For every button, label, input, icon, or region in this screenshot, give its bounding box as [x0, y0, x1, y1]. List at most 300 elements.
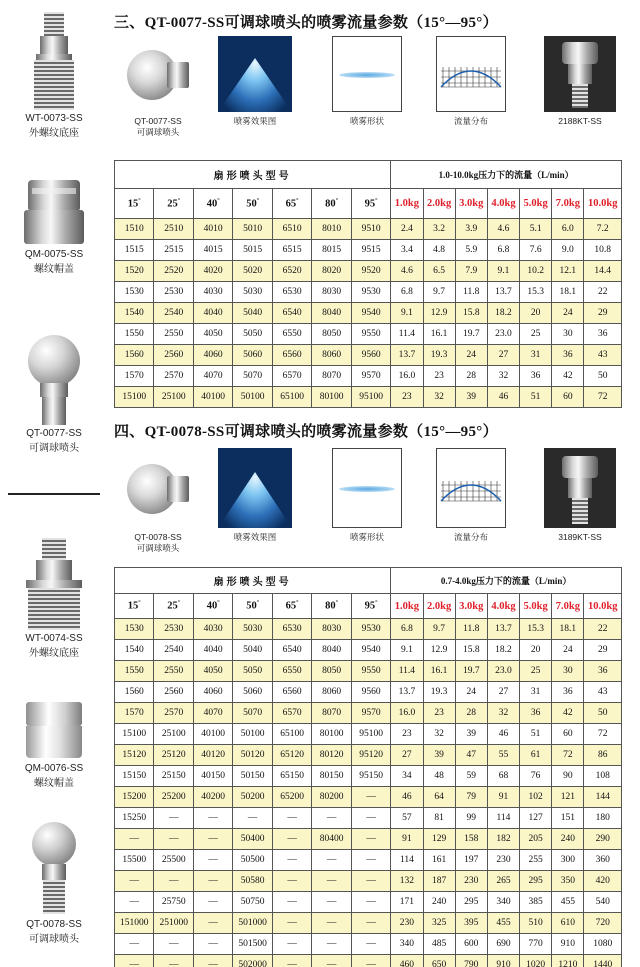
model-cell: 15120	[115, 745, 154, 766]
pressure-header: 2.0kg	[423, 189, 455, 219]
model-cell: 4020	[193, 261, 232, 282]
flow-cell: 23	[423, 366, 455, 387]
model-cell: 25100	[154, 387, 193, 408]
flow-cell: 15.3	[520, 619, 552, 640]
model-cell: —	[154, 934, 193, 955]
table-row	[115, 345, 622, 366]
flow-cell: 36	[520, 366, 552, 387]
flow-cell: 230	[455, 871, 487, 892]
model-cell: 8060	[312, 682, 351, 703]
flow-cell: 255	[520, 850, 552, 871]
flow-cell: 455	[487, 913, 519, 934]
model-cell: 8040	[312, 640, 351, 661]
model-cell: 50100	[233, 387, 272, 408]
flow-cell: 22	[584, 282, 622, 303]
model-cell: 1530	[115, 619, 154, 640]
model-cell: 95100	[351, 724, 391, 745]
sidebar-code: QT-0078-SS	[26, 919, 82, 930]
flow-cell: 16.0	[391, 703, 423, 724]
flow-cell: 230	[487, 850, 519, 871]
model-cell: 8030	[312, 282, 351, 303]
flow-cell: 770	[520, 934, 552, 955]
hex-cap-icon	[22, 700, 86, 760]
flow-cell: 102	[520, 787, 552, 808]
flow-cell: 11.4	[391, 324, 423, 345]
angle-header: 50°	[233, 189, 272, 219]
flow-cell: 39	[455, 387, 487, 408]
angle-header: 40°	[193, 594, 232, 619]
flow-cell: 7.6	[520, 240, 552, 261]
model-cell: 5070	[233, 703, 272, 724]
flow-cell: 11.8	[455, 619, 487, 640]
model-cell: 15500	[115, 850, 154, 871]
flow-cell: 23.0	[487, 661, 519, 682]
model-cell: 5070	[233, 366, 272, 387]
flow-cell: 910	[552, 934, 584, 955]
sidebar-item-qt-0078	[0, 820, 108, 946]
spray-shape-icon	[332, 36, 402, 112]
model-cell: 4040	[193, 303, 232, 324]
model-cell: —	[193, 871, 232, 892]
flow-cell: 34	[391, 766, 423, 787]
model-cell: 1510	[115, 219, 154, 240]
table-row	[115, 282, 622, 303]
table-row	[115, 766, 622, 787]
sidebar-item-qt-0077	[0, 335, 108, 455]
angle-header: 95°	[351, 594, 391, 619]
flow-cell: 510	[520, 913, 552, 934]
flow-cell: 325	[423, 913, 455, 934]
sidebar-code: QT-0077-SS	[26, 428, 82, 439]
model-cell: 15150	[115, 766, 154, 787]
table-row	[115, 303, 622, 324]
model-cell: —	[272, 871, 311, 892]
model-cell: 5040	[233, 640, 272, 661]
model-cell: 4030	[193, 282, 232, 303]
flow-cell: 240	[552, 829, 584, 850]
flow-cell: 3.9	[455, 219, 487, 240]
model-cell: —	[312, 955, 351, 967]
sidebar-desc: 外螺纹底座	[29, 648, 79, 659]
model-cell: —	[312, 913, 351, 934]
table-row	[115, 619, 622, 640]
flow-cell: 485	[423, 934, 455, 955]
flow-cell: 205	[520, 829, 552, 850]
model-cell: 2530	[154, 619, 193, 640]
sidebar-code: WT-0073-SS	[25, 113, 83, 124]
model-cell: 4030	[193, 619, 232, 640]
table-row	[115, 808, 622, 829]
model-cell: 40100	[193, 724, 232, 745]
table-row	[115, 955, 622, 967]
model-cell: —	[154, 955, 193, 967]
flow-cell: 29	[584, 303, 622, 324]
flow-cell: 4.6	[391, 261, 423, 282]
flow-cell: 16.0	[391, 366, 423, 387]
model-cell: 9515	[351, 240, 391, 261]
flow-cell: 6.8	[391, 282, 423, 303]
flow-cell: 230	[391, 913, 423, 934]
strip-caption: 3189KT-SS	[558, 532, 602, 542]
flow-cell: 360	[584, 850, 622, 871]
threaded-base-icon	[26, 12, 82, 110]
flow-cell: 48	[423, 766, 455, 787]
model-cell: —	[233, 808, 272, 829]
angle-header: 65°	[272, 594, 311, 619]
model-cell: 65200	[272, 787, 311, 808]
model-cell: 15100	[115, 724, 154, 745]
table-row	[115, 387, 622, 408]
flow-cell: 27	[487, 682, 519, 703]
flow-cell: 59	[455, 766, 487, 787]
flow-cell: 6.8	[391, 619, 423, 640]
model-cell: —	[351, 955, 391, 967]
flow-cell: 9.1	[487, 261, 519, 282]
flow-cell: 27	[391, 745, 423, 766]
model-cell: —	[272, 913, 311, 934]
flow-cell: 300	[552, 850, 584, 871]
model-cell: 5010	[233, 219, 272, 240]
strip4-nozzle	[118, 448, 198, 554]
angle-header: 40°	[193, 189, 232, 219]
model-cell: 9560	[351, 345, 391, 366]
flow-cell: 43	[584, 345, 622, 366]
flow-cell: 114	[487, 808, 519, 829]
model-cell: 8015	[312, 240, 351, 261]
flow-cell: 29	[584, 640, 622, 661]
flow-cell: 23	[391, 724, 423, 745]
flow-cell: 121	[552, 787, 584, 808]
flow-cell: 460	[391, 955, 423, 967]
model-cell: —	[312, 871, 351, 892]
flow-cell: 10.8	[584, 240, 622, 261]
range-header: 0.7-4.0kg压力下的流量（L/min）	[391, 568, 622, 594]
flow-cell: 14.4	[584, 261, 622, 282]
strip-caption: QT-0078-SS	[134, 532, 182, 542]
flow-cell: 31	[520, 345, 552, 366]
model-cell: 5015	[233, 240, 272, 261]
model-cell: 80150	[312, 766, 351, 787]
model-cell: —	[272, 934, 311, 955]
model-cell: —	[351, 892, 391, 913]
ball-nozzle-icon	[26, 820, 82, 916]
flow-cell: 720	[584, 913, 622, 934]
model-cell: 1540	[115, 303, 154, 324]
angle-header: 50°	[233, 594, 272, 619]
model-cell: —	[272, 829, 311, 850]
model-cell: 95100	[351, 387, 391, 408]
flow-cell: 18.1	[552, 619, 584, 640]
hex-cap-icon	[22, 178, 86, 246]
flow-cell: 197	[455, 850, 487, 871]
flow-cell: 7.9	[455, 261, 487, 282]
model-cell: 1550	[115, 661, 154, 682]
flow-cell: 12.1	[552, 261, 584, 282]
flow-table-qt-0078	[114, 567, 622, 967]
strip-caption: 喷雾形状	[349, 532, 384, 542]
flow-cell: 61	[520, 745, 552, 766]
model-cell: 25750	[154, 892, 193, 913]
model-cell: —	[272, 955, 311, 967]
strip3-nozzle	[118, 36, 198, 138]
pressure-header: 3.0kg	[455, 189, 487, 219]
flow-cell: 46	[391, 787, 423, 808]
flow-cell: 395	[455, 913, 487, 934]
flow-cell: 57	[391, 808, 423, 829]
strip-caption: 喷雾效果图	[233, 532, 277, 542]
flow-cell: 24	[552, 640, 584, 661]
model-cell: —	[351, 913, 391, 934]
flow-cell: 18.2	[487, 303, 519, 324]
model-cell: 8020	[312, 261, 351, 282]
flow-cell: 12.9	[423, 640, 455, 661]
flow-cell: 1210	[552, 955, 584, 967]
table-row	[115, 661, 622, 682]
angle-header: 95°	[351, 189, 391, 219]
model-cell: 25120	[154, 745, 193, 766]
model-cell: 2540	[154, 640, 193, 661]
flow-cell: 72	[552, 745, 584, 766]
model-cell: 9550	[351, 661, 391, 682]
model-cell: 80200	[312, 787, 351, 808]
model-cell: —	[193, 913, 232, 934]
flow-cell: 11.8	[455, 282, 487, 303]
model-cell: 501000	[233, 913, 272, 934]
flow-cell: 32	[487, 703, 519, 724]
flow-cell: 15.8	[455, 303, 487, 324]
model-cell: 50100	[233, 724, 272, 745]
table-row	[115, 640, 622, 661]
spray-shape-icon	[332, 448, 402, 528]
flow-cell: 129	[423, 829, 455, 850]
flow-cell: 42	[552, 703, 584, 724]
model-cell: —	[115, 955, 154, 967]
flow-cell: 4.6	[487, 219, 519, 240]
model-cell: 6550	[272, 661, 311, 682]
flow-cell: 60	[552, 387, 584, 408]
flow-cell: 650	[423, 955, 455, 967]
model-cell: 80400	[312, 829, 351, 850]
flow-cell: 36	[552, 345, 584, 366]
model-cell: 50400	[233, 829, 272, 850]
model-cell: 95150	[351, 766, 391, 787]
pressure-header: 5.0kg	[520, 594, 552, 619]
flow-cell: 25	[520, 661, 552, 682]
flow-cell: 3.4	[391, 240, 423, 261]
flow-cell: 24	[455, 345, 487, 366]
flow-cell: 91	[391, 829, 423, 850]
flow-cell: 46	[487, 724, 519, 745]
model-cell: —	[193, 850, 232, 871]
table-row	[115, 703, 622, 724]
flow-cell: 540	[584, 892, 622, 913]
sidebar-code: QM-0076-SS	[24, 763, 84, 774]
model-cell: 9570	[351, 703, 391, 724]
model-cell: —	[272, 850, 311, 871]
flow-cell: 91	[487, 787, 519, 808]
flow-cell: 19.7	[455, 324, 487, 345]
flow-cell: 31	[520, 682, 552, 703]
model-cell: 80100	[312, 724, 351, 745]
flow-cell: 18.1	[552, 282, 584, 303]
model-cell: —	[351, 829, 391, 850]
flow-cell: 19.7	[455, 661, 487, 682]
flow-cell: 9.7	[423, 282, 455, 303]
model-cell: 151000	[115, 913, 154, 934]
model-cell: 50580	[233, 871, 272, 892]
model-cell: 8010	[312, 219, 351, 240]
flow-cell: 6.0	[552, 219, 584, 240]
flow-cell: 72	[584, 387, 622, 408]
spray-photo-icon	[218, 36, 292, 112]
flow-cell: 1080	[584, 934, 622, 955]
flow-cell: 1020	[520, 955, 552, 967]
model-cell: 4060	[193, 345, 232, 366]
flow-cell: 3.2	[423, 219, 455, 240]
model-cell: 6570	[272, 703, 311, 724]
model-cell: 9570	[351, 366, 391, 387]
flow-cell: 7.2	[584, 219, 622, 240]
flow-cell: 610	[552, 913, 584, 934]
model-cell: 65150	[272, 766, 311, 787]
model-cell: 1560	[115, 682, 154, 703]
flow-cell: 790	[455, 955, 487, 967]
model-cell: 25100	[154, 724, 193, 745]
flow-cell: 180	[584, 808, 622, 829]
sidebar-code: WT-0074-SS	[25, 633, 83, 644]
sidebar-item-wt-0073	[0, 12, 108, 140]
model-cell: 15100	[115, 387, 154, 408]
model-cell: 5040	[233, 303, 272, 324]
model-cell: 4010	[193, 219, 232, 240]
flow-cell: 132	[391, 871, 423, 892]
flow-cell: 16.1	[423, 324, 455, 345]
flow-cell: 22	[584, 619, 622, 640]
flow-cell: 42	[552, 366, 584, 387]
model-cell: —	[154, 829, 193, 850]
table-row	[115, 745, 622, 766]
model-cell: 5030	[233, 282, 272, 303]
model-cell: 80100	[312, 387, 351, 408]
flow-cell: 51	[520, 724, 552, 745]
model-cell: 251000	[154, 913, 193, 934]
model-cell: —	[312, 934, 351, 955]
model-cell: 9510	[351, 219, 391, 240]
model-cell: 9540	[351, 640, 391, 661]
flow-cell: 23	[391, 387, 423, 408]
model-cell: 2550	[154, 661, 193, 682]
flow-cell: 13.7	[391, 345, 423, 366]
flow-cell: 2.4	[391, 219, 423, 240]
model-cell: 15200	[115, 787, 154, 808]
pressure-header: 4.0kg	[487, 189, 519, 219]
model-cell: —	[193, 892, 232, 913]
flow-cell: 9.7	[423, 619, 455, 640]
flow-cell: 16.1	[423, 661, 455, 682]
flow-cell: 23	[423, 703, 455, 724]
flow-cell: 50	[584, 366, 622, 387]
strip-caption: 喷雾形状	[349, 116, 384, 126]
flow-cell: 72	[584, 724, 622, 745]
strip-caption: 喷雾效果图	[233, 116, 277, 126]
flow-cell: 10.2	[520, 261, 552, 282]
model-cell: 5050	[233, 661, 272, 682]
flow-cell: 99	[455, 808, 487, 829]
flow-distribution-icon	[436, 36, 506, 112]
flow-cell: 420	[584, 871, 622, 892]
model-cell: 65100	[272, 387, 311, 408]
model-cell: 6550	[272, 324, 311, 345]
flow-cell: 151	[552, 808, 584, 829]
flow-cell: 295	[520, 871, 552, 892]
model-cell: 2560	[154, 345, 193, 366]
flow-cell: 50	[584, 703, 622, 724]
flow-cell: 240	[423, 892, 455, 913]
model-cell: 8060	[312, 345, 351, 366]
flow-cell: 350	[552, 871, 584, 892]
flow-cell: 19.3	[423, 682, 455, 703]
strip4-spray-shape	[332, 448, 402, 543]
nozzle-assembly-icon	[544, 448, 616, 528]
flow-cell: 455	[552, 892, 584, 913]
sidebar-item-wt-0074	[0, 538, 108, 660]
model-cell: —	[115, 829, 154, 850]
model-cell: 1515	[115, 240, 154, 261]
pressure-header: 1.0kg	[391, 594, 423, 619]
table-row	[115, 324, 622, 345]
model-cell: 2560	[154, 682, 193, 703]
strip-caption: 2188KT-SS	[558, 116, 602, 126]
angle-header: 80°	[312, 594, 351, 619]
model-cell: 4070	[193, 366, 232, 387]
model-cell: 25500	[154, 850, 193, 871]
flow-cell: 23.0	[487, 324, 519, 345]
model-cell: —	[351, 850, 391, 871]
flow-cell: 15.8	[455, 640, 487, 661]
model-cell: 2515	[154, 240, 193, 261]
nozzle-assembly-icon	[544, 36, 616, 112]
flow-table-qt-0077	[114, 160, 622, 408]
flow-cell: 5.9	[455, 240, 487, 261]
model-cell: —	[272, 808, 311, 829]
sidebar-desc: 可调球喷头	[29, 443, 79, 454]
table-row	[115, 913, 622, 934]
spray-photo-icon	[218, 448, 292, 528]
flow-cell: 46	[487, 387, 519, 408]
flow-cell: 158	[455, 829, 487, 850]
sidebar-item-qm-0076	[0, 700, 108, 790]
model-cell: 4015	[193, 240, 232, 261]
model-cell: —	[351, 934, 391, 955]
model-cell: 8030	[312, 619, 351, 640]
model-cell: 6520	[272, 261, 311, 282]
model-cell: 1530	[115, 282, 154, 303]
model-cell: —	[351, 808, 391, 829]
sidebar-desc: 螺纹帽盖	[34, 778, 74, 789]
table-row	[115, 682, 622, 703]
model-cell: —	[312, 892, 351, 913]
model-cell: 5060	[233, 682, 272, 703]
sidebar-desc: 外螺纹底座	[29, 128, 79, 139]
model-cell: 9540	[351, 303, 391, 324]
pressure-header: 1.0kg	[391, 189, 423, 219]
model-cell: 1520	[115, 261, 154, 282]
model-cell: 8040	[312, 303, 351, 324]
flow-cell: 76	[520, 766, 552, 787]
table-row	[115, 892, 622, 913]
angle-header: 15°	[115, 594, 154, 619]
flow-cell: 36	[520, 703, 552, 724]
